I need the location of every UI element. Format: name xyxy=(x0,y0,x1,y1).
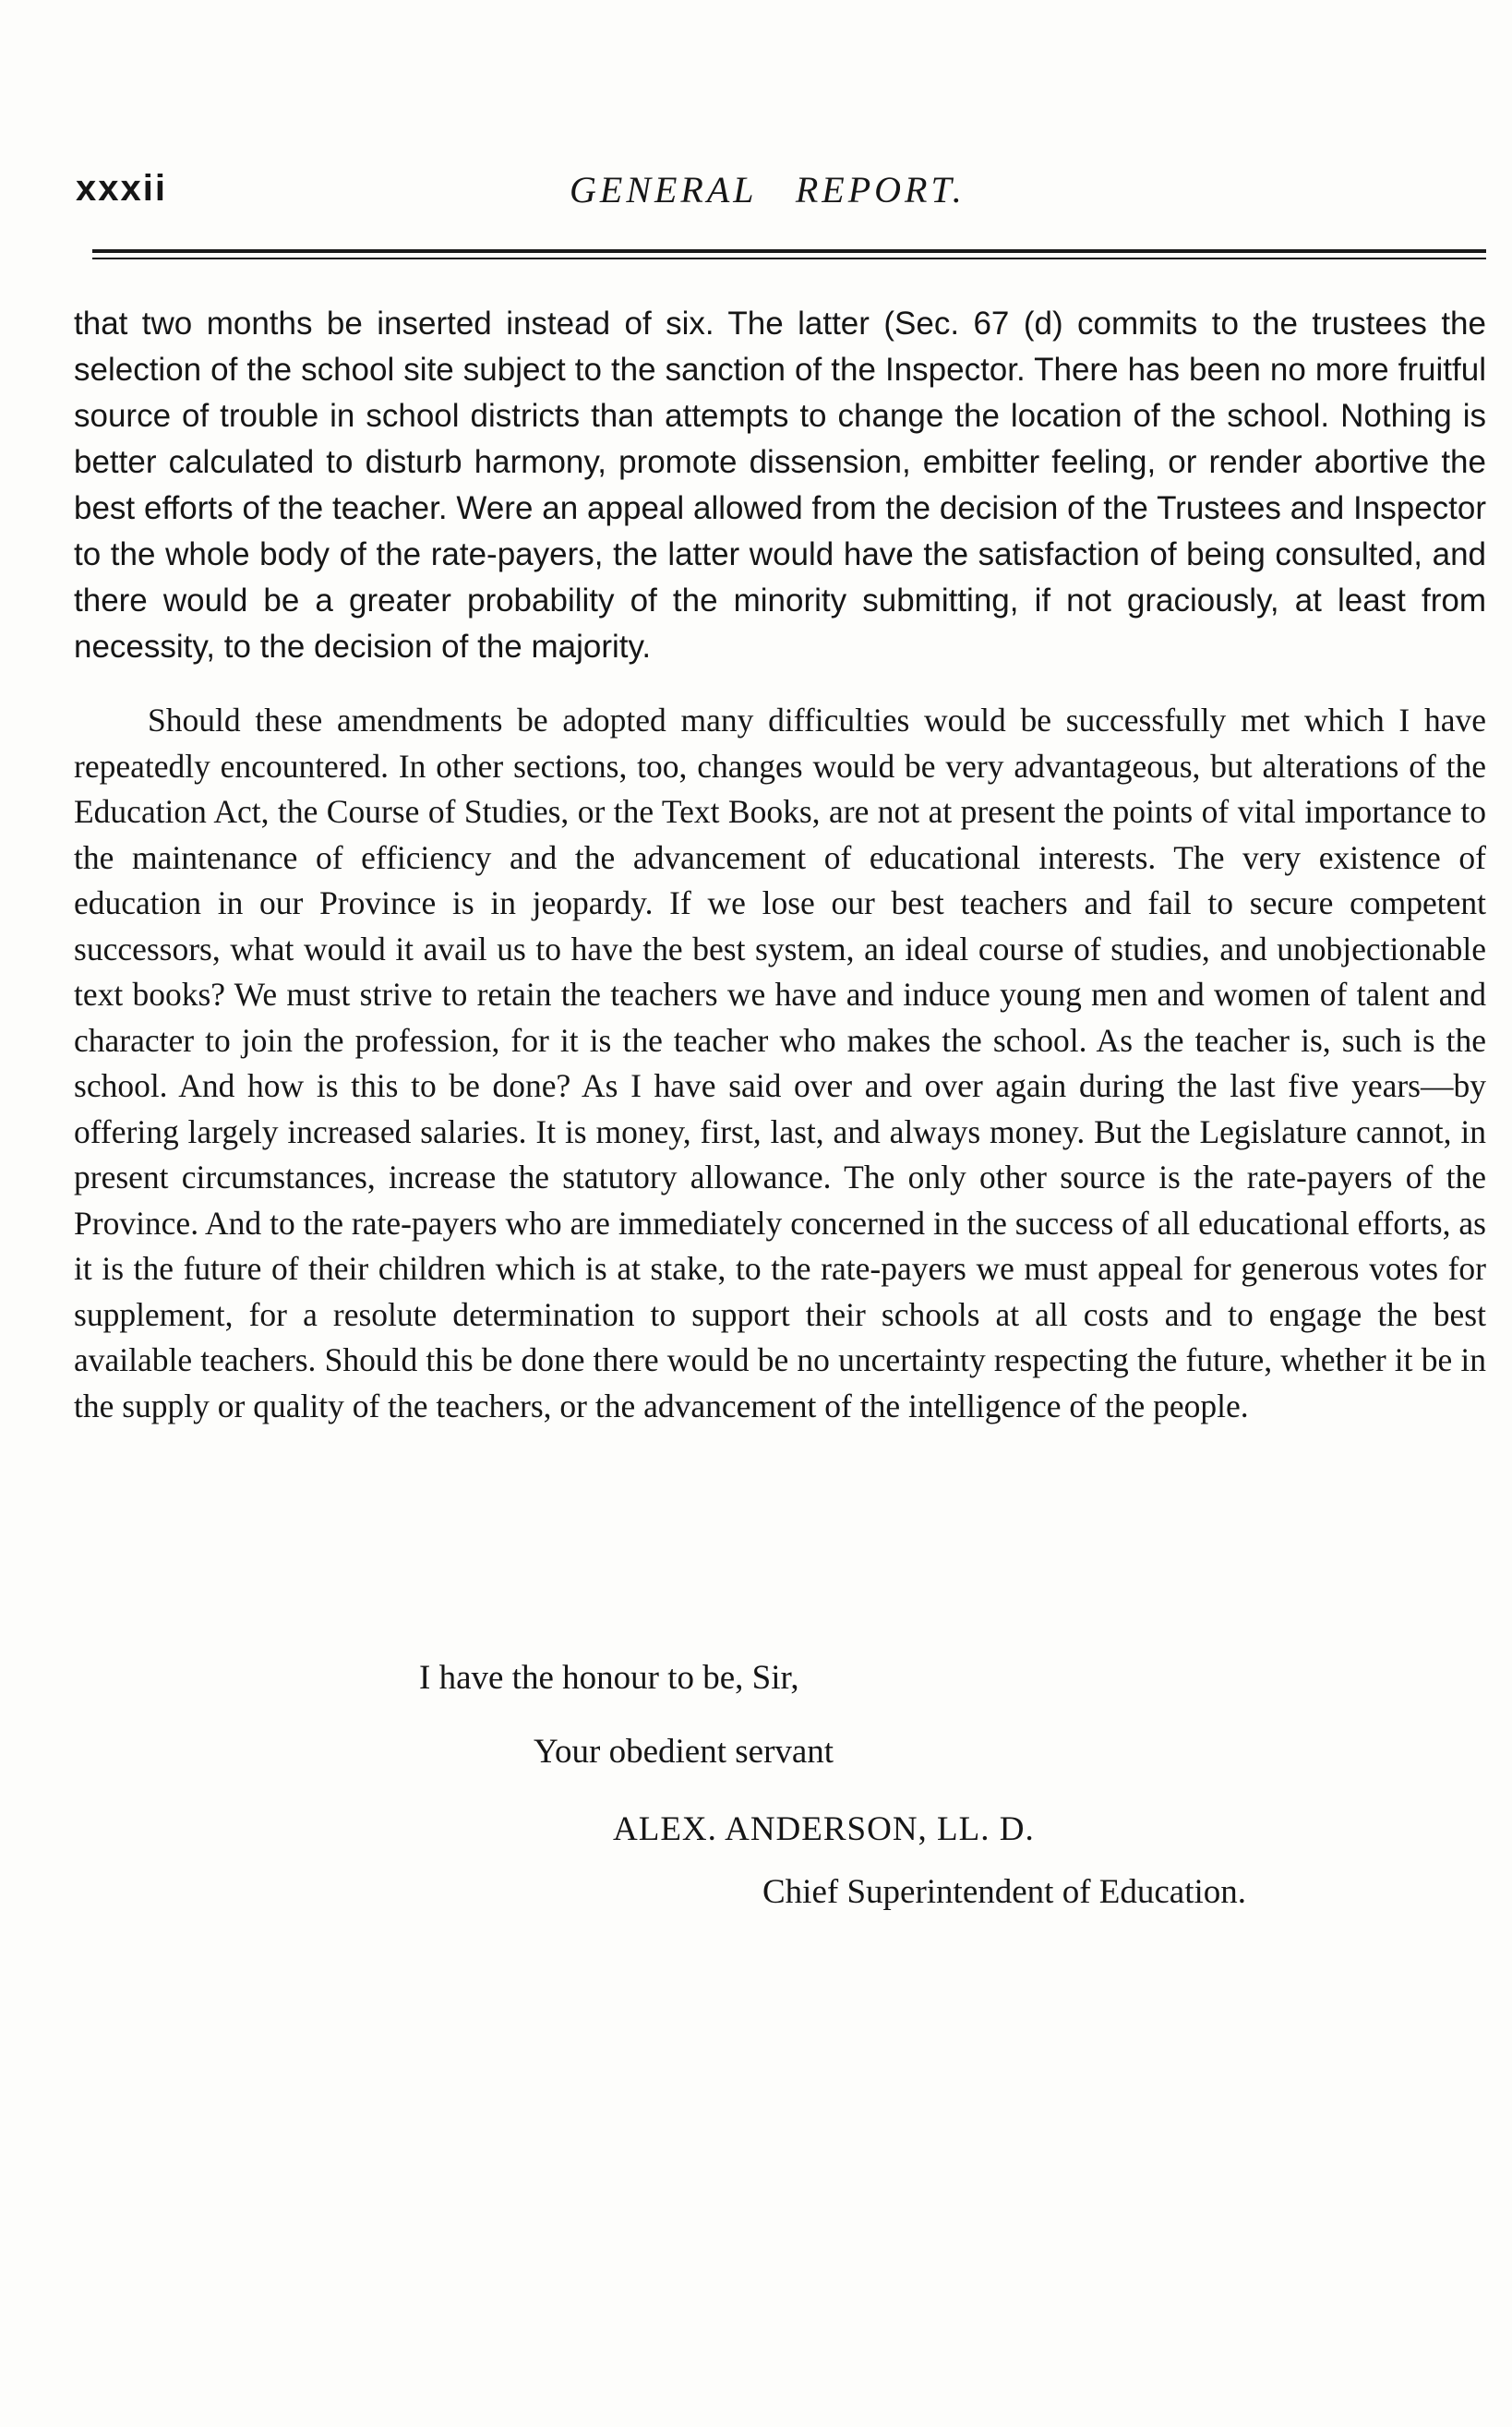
closing-salutation: I have the honour to be, Sir, xyxy=(419,1659,799,1697)
signatory-name: ALEX. ANDERSON, LL. D. xyxy=(613,1810,1035,1848)
running-title: GENERAL REPORT. xyxy=(570,169,966,210)
signatory-title: Chief Superintendent of Education. xyxy=(762,1873,1247,1911)
page-number: xxxii xyxy=(76,168,167,209)
paragraph-continuation: that two months be inserted instead of six. The latter (Sec. 67 (d) commits to the trustees the selection of the school site subject to the sanction of the Inspector. There has been no more fruitful source of trouble in school districts than attempts to change the location of the school. Nothing is better calculated to disturb harmony, promote dissension, embitter feeling, or render abortive the best efforts of the teacher. Were an appeal allowed from the decision of the Trustees and Inspector to the whole body of the rate-payers, the latter would have the satisfaction of being consulted, and there would be a greater probability of the minority submitting, if not graciously, at least from necessity, to the decision of the majority. xyxy=(74,306,1486,665)
header-rule-thick xyxy=(92,249,1486,253)
header-rule-thin xyxy=(92,258,1486,259)
running-head xyxy=(76,168,1486,223)
closing-servant: Your obedient servant xyxy=(534,1733,834,1771)
paragraph-amendments: Should these amendments be adopted many difficulties would be successfully met which I have repeatedly encountered. In other sections, too, changes would be very advantageous, but alterations of the Education Act, the Course of Studies, or the Text Books, are not at present the points of vital importance to the maintenance of efficiency and the advancement of educational interests. The very existence of education in our Province is in jeopardy. If we lose our best teachers and fail to secure competent successors, what would it avail us to have the best system, an ideal course of studies, and unobjectionable text books? We must strive to retain the teachers we have and induce young men and women of talent and character to join the profession, for it is the teacher who makes the school. As the teacher is, such is the school. And how is this to be done? As I have said over and over again during the last five years—by offering largely increased salaries. It is money, first, last, and always money. But the Legislature cannot, in present circumstances, increase the statutory allowance. The only other source is the rate-payers of the Province. And to the rate-payers who are immediately concerned in the success of all educational efforts, as it is the future of their children which is at stake, to the rate-payers we must appeal for generous votes for supplement, for a resolute determination to support their schools at all costs and to engage the best available teachers. Should this be done there would be no uncertainty respecting the future, whether it be in the supply or quality of the teachers, or the advancement of the intelligence of the people. xyxy=(74,702,1486,1424)
body-text xyxy=(74,301,1486,1429)
